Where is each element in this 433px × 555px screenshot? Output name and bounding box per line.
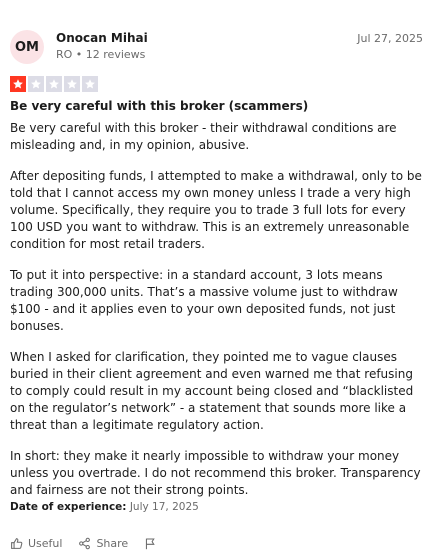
review-date: Jul 27, 2025 [357,32,423,45]
date-of-experience [10,501,199,513]
review-actions [10,537,157,550]
review-header [10,30,423,66]
useful-button[interactable] [10,537,62,550]
star-icon [46,76,62,92]
review-paragraph: To put it into perspective: in a standard account, 3 lots means trading 300,000 units. That’s a massive volume just to withdraw $100 - and it applies even to your own deposited funds, not just bonuses. [10,268,398,333]
reviewer-name[interactable]: Onocan Mihai [56,31,148,45]
avatar[interactable]: OM [10,30,44,64]
review-paragraph: After depositing funds, I attempted to make a withdrawal, only to be told that I cannot access my own money unless I trade a very high volume. Specifically, they require you to trade 3 full lots for every 100 USD you want to withdraw. This is an extremely unreasonable condition for most retail traders. [10,169,422,251]
reviewer-meta: RO • 12 reviews [56,48,146,61]
experience-date: July 17, 2025 [129,501,199,513]
flag-icon [144,537,157,550]
star-rating [10,76,98,92]
review-paragraph: In short: they make it nearly impossible to withdraw your money unless you overtrade. I do not recommend this broker. Transparency and fairness are not their strong points. [10,449,421,497]
review-paragraph: Be very careful with this broker - their withdrawal conditions are misleading and, in my opinion, abusive. [10,121,397,152]
share-label: Share [96,537,129,550]
experience-label: Date of experience: [10,501,127,513]
useful-label: Useful [28,537,63,550]
star-icon [64,76,80,92]
thumbs-up-icon [10,537,23,550]
star-icon [28,76,44,92]
review-title[interactable]: Be very careful with this broker (scammers) [10,99,309,113]
share-icon [78,537,91,550]
report-button[interactable] [144,537,157,550]
star-icon [10,76,26,92]
star-icon [82,76,98,92]
review-paragraph: When I asked for clarification, they pointed me to vague clauses buried in their client agreement and even warned me that refusing to comply could result in my account being closed and “blacklisted on the regulator’s network” - a statement that sounds more like a threat than a legitimate regulatory action. [10,350,414,432]
share-button[interactable] [78,537,128,550]
review-body [10,120,423,513]
